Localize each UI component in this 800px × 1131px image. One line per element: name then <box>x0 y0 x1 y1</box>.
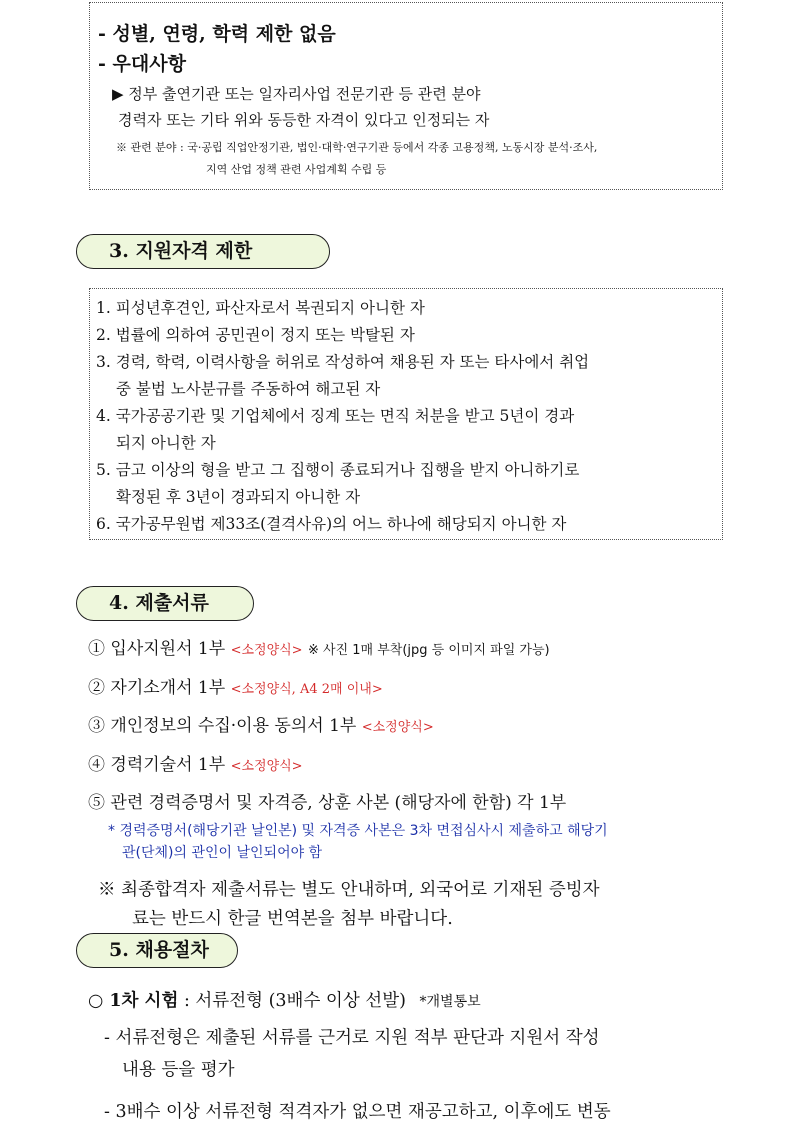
restriction-line-3b: 중 불법 노사분규를 주동하여 해고된 자 <box>116 380 381 398</box>
doc-blue-note-1: * 경력증명서(해당기관 날인본) 및 자격증 사본은 3차 면접심사시 제출하고 해당기 <box>108 823 608 839</box>
doc-item-2-label: ② 자기소개서 1부 <box>88 678 226 698</box>
section-3-title: 3. 지원자격 제한 <box>76 234 330 269</box>
doc-item-1-note: ※ 사진 1매 부착(jpg 등 이미지 파일 가능) <box>308 643 550 658</box>
step-1-bullet-2: - 3배수 이상 서류전형 적격자가 없으면 재공고하고, 이후에도 변동 <box>104 1102 611 1122</box>
step-1-text: : 서류전형 (3배수 이상 선발) <box>183 991 406 1011</box>
no-restriction-line: - 성별, 연령, 학력 제한 없음 <box>98 23 336 45</box>
step-1-bullet-1b: 내용 등을 평가 <box>122 1060 235 1080</box>
restriction-line-5b: 확정된 후 3년이 경과되지 아니한 자 <box>116 488 361 506</box>
restriction-line-1: 1. 피성년후견인, 파산자로서 복권되지 아니한 자 <box>96 299 425 317</box>
related-field-note-2: 지역 산업 정책 관련 사업계획 수립 등 <box>206 163 387 176</box>
preference-line-2: 경력자 또는 기타 위와 동등한 자격이 있다고 인정되는 자 <box>118 111 490 129</box>
doc-item-4 <box>88 750 303 775</box>
restriction-line-3: 3. 경력, 학력, 이력사항을 허위로 작성하여 채용된 자 또는 타사에서 취업 <box>96 353 590 371</box>
restriction-line-4: 4. 국가공공기관 및 기업체에서 징계 또는 면직 처분을 받고 5년이 경과 <box>96 407 575 425</box>
doc-item-2 <box>88 673 383 698</box>
step-1-note: *개별통보 <box>419 994 481 1010</box>
restriction-line-6: 6. 국가공무원법 제33조(결격사유)의 어느 하나에 해당되지 아니한 자 <box>96 515 567 533</box>
doc-item-1 <box>88 634 550 659</box>
restriction-box <box>89 288 723 540</box>
doc-item-3 <box>88 711 434 736</box>
related-field-note-1: ※ 관련 분야 : 국·공립 직업안정기관, 법인·대학·연구기관 등에서 각종 고용정책, 노동시장 분석·조사, <box>116 141 598 154</box>
step-1-line <box>88 987 481 1012</box>
step-1-label: ○ 1차 시험 <box>88 991 179 1011</box>
section-4-title: 4. 제출서류 <box>76 586 254 621</box>
step-1-bullet-1: - 서류전형은 제출된 서류를 근거로 지원 적부 판단과 지원서 작성 <box>104 1028 600 1048</box>
final-notice-1: ※ 최종합격자 제출서류는 별도 안내하며, 외국어로 기재된 증빙자 <box>98 880 600 900</box>
doc-item-5: ⑤ 관련 경력증명서 및 자격증, 상훈 사본 (해당자에 한함) 각 1부 <box>88 793 567 813</box>
doc-item-3-tag: <소정양식> <box>361 720 434 735</box>
restriction-line-2: 2. 법률에 의하여 공민권이 정지 또는 박탈된 자 <box>96 326 415 344</box>
section-5-title: 5. 채용절차 <box>76 933 238 968</box>
doc-item-2-tag: <소정양식, A4 2매 이내> <box>230 682 383 697</box>
eligibility-box <box>89 2 723 190</box>
doc-item-1-tag: <소정양식> <box>230 643 303 658</box>
preference-heading: - 우대사항 <box>98 53 186 75</box>
final-notice-2: 료는 반드시 한글 번역본을 첨부 바랍니다. <box>132 909 453 929</box>
doc-item-3-label: ③ 개인정보의 수집·이용 동의서 1부 <box>88 716 357 736</box>
doc-item-4-tag: <소정양식> <box>230 759 303 774</box>
doc-blue-note-2: 관(단체)의 관인이 날인되어야 함 <box>122 845 323 861</box>
restriction-line-4b: 되지 아니한 자 <box>116 434 216 452</box>
preference-line-1: ▶ 정부 출연기관 또는 일자리사업 전문기관 등 관련 분야 <box>112 85 481 103</box>
restriction-line-5: 5. 금고 이상의 형을 받고 그 집행이 종료되거나 집행을 받지 아니하기로 <box>96 461 580 479</box>
doc-item-1-label: ① 입사지원서 1부 <box>88 639 226 659</box>
doc-item-4-label: ④ 경력기술서 1부 <box>88 755 226 775</box>
